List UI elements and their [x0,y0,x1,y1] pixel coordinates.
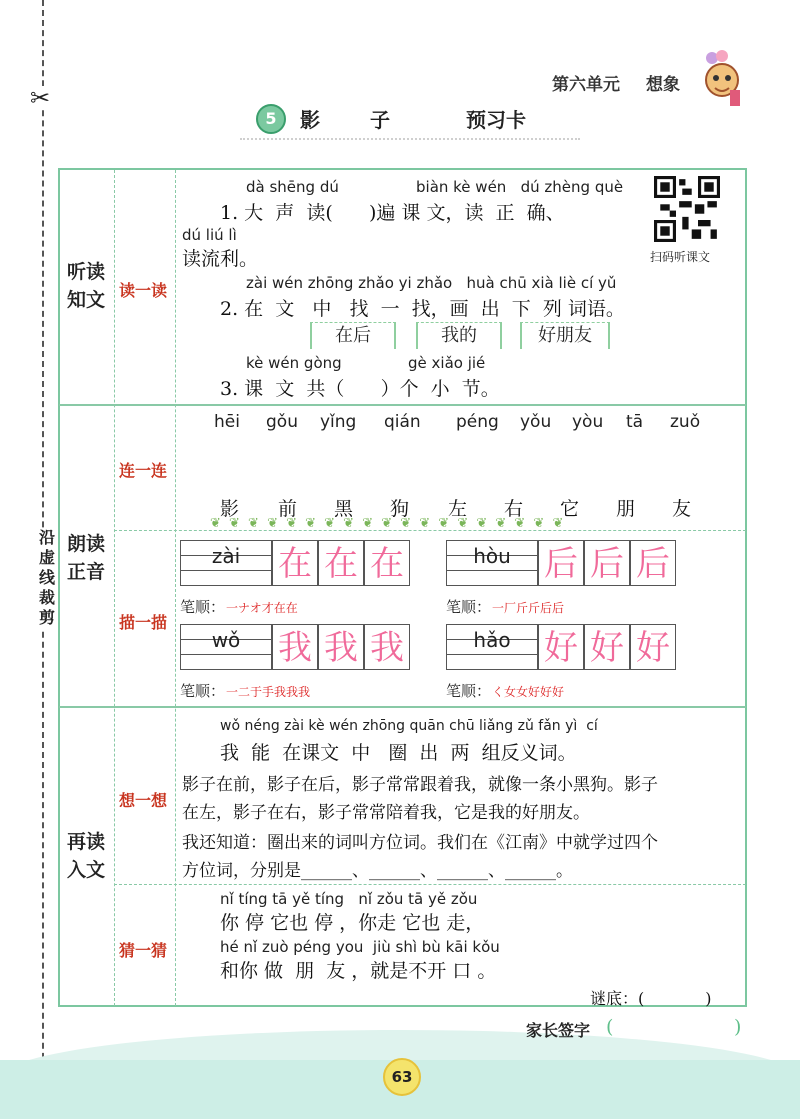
parent-signature-open: ( [606,1016,614,1038]
q1-pinyin-a: dà shēng dú [246,178,339,196]
section-label-1: 听读 知文 [66,261,105,311]
title-underline [240,138,580,140]
connect-pinyin[interactable]: hēi [214,412,240,432]
activity-read: 读一读 [118,281,167,300]
connect-pinyin[interactable]: tā [626,412,644,432]
qr-code-icon [654,176,720,242]
trace-grid-hou [446,540,676,588]
row-divider-3 [59,706,746,708]
card-title: 预习卡 [466,108,526,132]
lesson-title-char-2: 子 [370,108,390,132]
section-label-3: 再读 入文 [66,831,105,881]
row-divider-4 [114,884,746,885]
trace-pinyin: hòu [473,544,511,568]
stroke-sequence: 一二于手我我我 [226,685,311,699]
row-divider-1 [59,404,746,406]
q1-pinyin-c: dú liú lì [182,226,237,244]
page-number: 63 [383,1058,421,1096]
connect-char[interactable]: 前 [278,498,298,520]
q1-text-2: 读流利。 [182,248,259,270]
guess-line-2: 和你 做 朋 友 ，就是不开 口 。 [220,960,497,982]
q3-pinyin-a: kè wén gòng [246,354,342,372]
trace-grid-zai [180,540,410,588]
think-paragraph-2a: 我还知道：圈出来的词叫方位词。我们在《江南》中就学过四个 [182,833,658,853]
leaf-decoration-icon: ❦ ❦ ❦ ❦ ❦ ❦ ❦ ❦ ❦ ❦ ❦ ❦ ❦ ❦ ❦ ❦ ❦ ❦ ❦ [210,516,566,531]
q3-pinyin-b: gè xiǎo jié [408,354,486,372]
stroke-label: 笔顺： [446,598,492,616]
connect-char[interactable]: 狗 [390,498,410,520]
trace-grid-wo [180,624,410,672]
word-box-3[interactable]: 好朋友 [520,322,610,349]
q1-text: 1. 大 声 读( )遍 课 文，读 正 确、 [220,202,565,224]
mascot-icon [700,50,746,110]
scissors-icon: ✂ [30,84,51,112]
connect-char[interactable]: 右 [504,498,524,520]
word-box-2[interactable]: 我的 [416,322,502,349]
connect-char-row [210,494,700,531]
connect-pinyin[interactable]: yǐng [320,412,357,432]
lesson-title-char-1: 影 [300,108,320,132]
connect-pinyin[interactable]: qián [384,412,421,432]
q2-pinyin: zài wén zhōng zhǎo yi zhǎo huà chū xià liè cí yǔ [246,274,617,292]
trace-char[interactable]: 在 [272,540,318,586]
parent-signature-label: 家长签字 [526,1021,591,1040]
think-paragraph-1a: 影子在前，影子在后，影子常常跟着我，就像一条小黑狗。影子 [182,775,658,795]
trace-grid-hao [446,624,676,672]
activity-trace: 描一描 [118,613,167,632]
riddle-answer[interactable]: 谜底：( ) [590,989,712,1008]
activity-think: 想一想 [118,791,167,810]
trace-pinyin: zài [211,544,241,568]
trace-char[interactable]: 我 [272,624,318,670]
trace-char[interactable]: 后 [538,540,584,586]
stroke-sequence: 一ナオ才在在 [226,601,298,615]
stroke-label: 笔顺： [180,598,226,616]
parent-signature-close: ) [734,1016,742,1038]
connect-char[interactable]: 它 [560,498,580,520]
connect-char[interactable]: 左 [448,498,468,520]
connect-pinyin[interactable]: zuǒ [670,412,701,432]
connect-pinyin[interactable]: yǒu [520,412,552,432]
connect-pinyin[interactable]: yòu [572,412,604,432]
activity-guess: 猜一猜 [118,941,167,960]
trace-char[interactable]: 在 [318,540,364,586]
guess-line-1: 你 停 它也 停 ，你走 它也 走， [220,912,485,934]
think-paragraph-2b[interactable]: 方位词，分别是______、______、______、______。 [182,861,573,881]
think-paragraph-1b: 在左，影子在右，影子常常陪着我，它是我的好朋友。 [182,803,590,823]
trace-char[interactable]: 后 [630,540,676,586]
think-pinyin: wǒ néng zài kè wén zhōng quān chū liǎng zǔ fǎn yì cí [220,718,598,734]
column-divider-2 [175,170,176,1006]
connect-char[interactable]: 黑 [334,498,354,520]
qr-label: 扫码听课文 [650,250,711,264]
trace-char[interactable]: 好 [538,624,584,670]
stroke-label: 笔顺： [446,682,492,700]
guess-pinyin-2: hé nǐ zuò péng you jiù shì bù kāi kǒu [220,938,500,956]
guess-pinyin-1: nǐ tíng tā yě tíng nǐ zǒu tā yě zǒu [220,890,478,908]
trace-pinyin: hǎo [473,628,511,652]
stroke-sequence: く女女好好好 [492,685,565,699]
connect-pinyin[interactable]: péng [456,412,499,432]
connect-char[interactable]: 友 [672,498,692,520]
trace-char[interactable]: 在 [364,540,410,586]
trace-char[interactable]: 好 [630,624,676,670]
trace-char[interactable]: 我 [364,624,410,670]
word-box-1[interactable]: 在后 [310,322,396,349]
trace-char[interactable]: 后 [584,540,630,586]
trace-char[interactable]: 好 [584,624,630,670]
connect-pinyin[interactable]: gǒu [266,412,298,432]
stroke-label: 笔顺： [180,682,226,700]
lesson-number-badge: 5 [256,104,286,134]
parent-signature-field[interactable] [614,1018,734,1038]
connect-char[interactable]: 影 [220,498,240,520]
connect-char[interactable]: 朋 [616,498,636,520]
unit-topic: 想象 [646,75,680,95]
unit-label: 第六单元 [552,75,620,95]
q2-text: 2. 在 文 中 找 一 找，画 出 下 列 词语。 [220,298,625,320]
activity-connect: 连一连 [118,461,167,480]
column-divider-1 [114,170,115,1006]
trace-char[interactable]: 我 [318,624,364,670]
trace-pinyin: wǒ [211,628,241,652]
q3-text: 3. 课 文 共（ ）个 小 节。 [220,378,500,400]
section-label-2: 朗读 正音 [66,533,105,583]
stroke-sequence: 一厂斤斤后后 [492,601,565,615]
q1-pinyin-b: biàn kè wén dú zhèng què [416,178,624,196]
think-question: 我 能 在课文 中 圈 出 两 组反义词。 [220,742,577,764]
cut-hint: 沿 虚 线 裁 剪 [36,528,58,628]
